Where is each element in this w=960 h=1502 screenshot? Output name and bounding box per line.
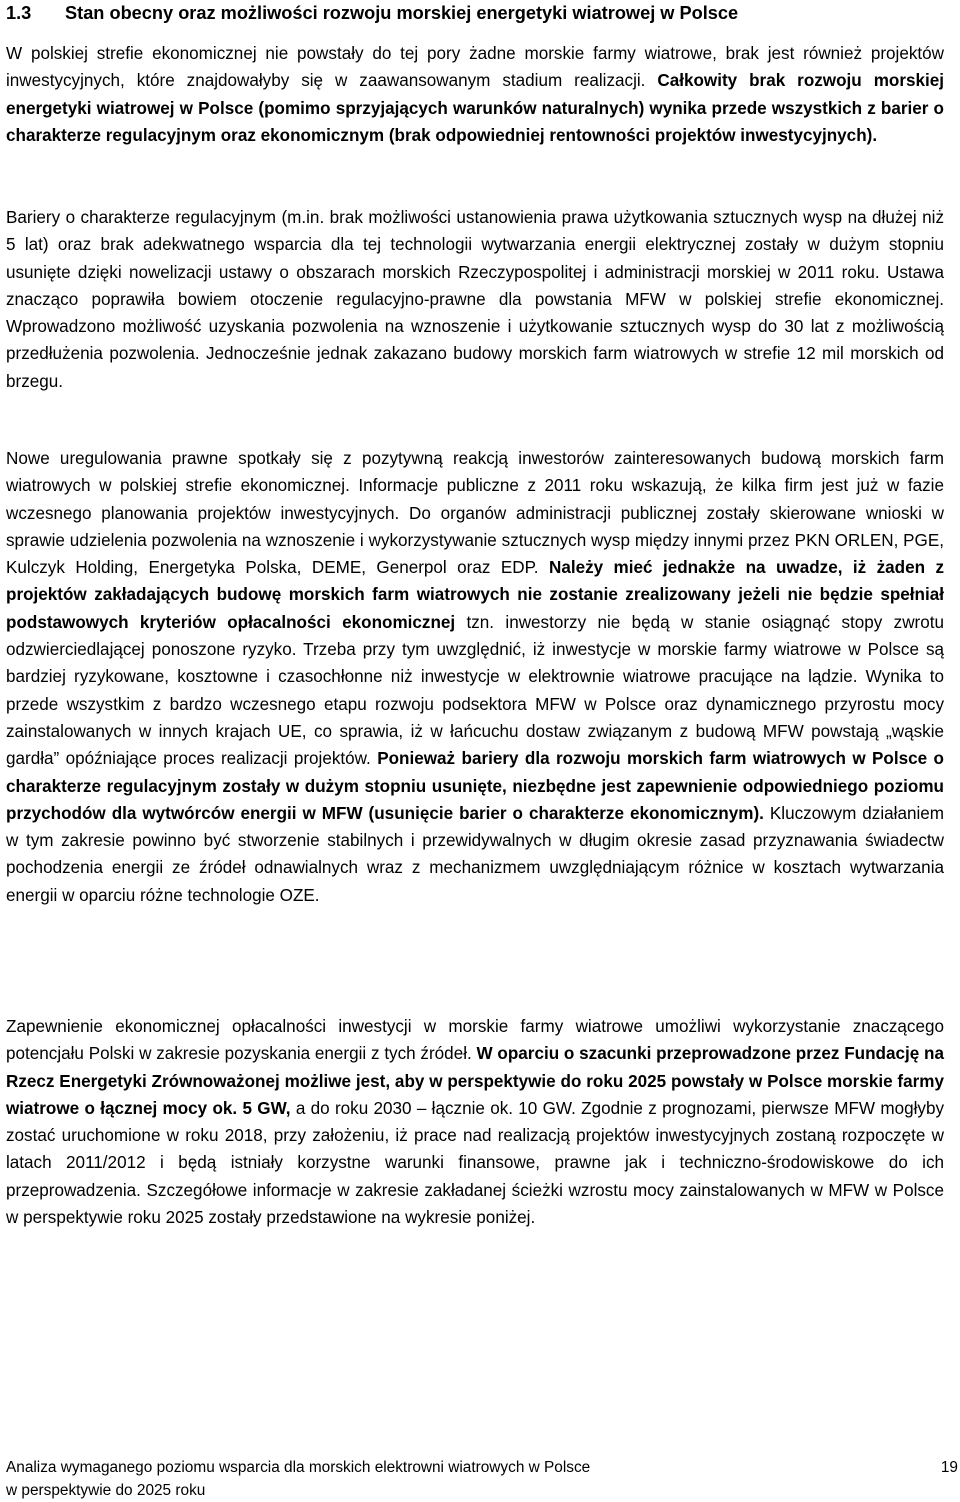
text-segment: a do roku 2030 – łącznie ok. 10 GW. Zgodnie z prognozami, pierwsze MFW mogłyby zostać uruchomione w roku 2018, przy założeniu, iż prace nad realizacją projektów inwestycyjnych zostaną rozpoczęte w latach 2011/2012 i będą istniały korzystne warunki finansowe, prawne jak i techniczno-środowiskowe do ich przeprowadzenia. Szczegółowe informacje w zakresie zakładanej ścieżki wzrostu mocy zainstalowanych w MFW w Polsce w perspektywie roku 2025 zostały przedstawione na wykresie poniżej.	[6, 1098, 944, 1228]
section-title: Stan obecny oraz możliwości rozwoju morskiej energetyki wiatrowej w Polsce	[65, 3, 739, 23]
footer-subtitle-line: w perspektywie do 2025 roku	[6, 1482, 206, 1499]
paragraph-current-state	[6, 40, 944, 149]
bold-text-segment: Ponieważ bariery dla rozwoju morskich farm wiatrowych w Polsce o charakterze regulacyjnym zostały w dużym stopniu usunięte, niezbędne jest zapewnienie odpowiedniego poziomu przychodów dla wytwórców energii w MFW (usunięcie barier o charakterze ekonomicznym).	[6, 749, 944, 823]
section-number: 1.3	[6, 3, 32, 23]
page-footer	[6, 1456, 958, 1502]
bold-text-segment: W oparciu o szacunki przeprowadzone przez Fundację na Rzecz Energetyki Zrównoważonej możliwe jest, aby w perspektywie do roku 2025 powstały w Polsce morskie farmy wiatrowe o łącznej mocy ok. 5 GW,	[6, 1044, 944, 1118]
paragraph-economic-viability	[6, 1013, 944, 1231]
footer-title-line: Analiza wymaganego poziomu wsparcia dla morskich elektrowni wiatrowych w Polsce	[6, 1459, 591, 1476]
text-segment: Kluczowym działaniem w tym zakresie powinno być stworzenie stabilnych i przewidywalnych w długim okresie zasad przyznawania świadectw pochodzenia energii ze źródeł odnawialnych wraz z mechanizmem uwzględniającym różnice w kosztach wytwarzania energii w oparciu różne technologie OZE.	[6, 803, 945, 905]
text-segment: W polskiej strefie ekonomicznej nie powstały do tej pory żadne morskie farmy wiatrowe, brak jest również projektów inwestycyjnych, które znajdowałyby się w zaawansowanym stadium realizacji.	[6, 44, 944, 91]
text-segment: Zapewnienie ekonomicznej opłacalności inwestycji w morskie farmy wiatrowe umożliwi wykorzystanie znaczącego potencjału Polski w zakresie pozyskania energii z tych źródeł.	[6, 1017, 944, 1064]
text-segment: Bariery o charakterze regulacyjnym (m.in. brak możliwości ustanowienia prawa użytkowania sztucznych wysp na dłużej niż 5 lat) oraz brak adekwatnego wsparcia dla tej technologii wytwarzania energii elektrycznej zostały w dużym stopniu usunięte dzięki nowelizacji ustawy o obszarach morskich Rzeczypospolitej i administracji morskiej w 2011 roku. Ustawa znacząco poprawiła bowiem otoczenie regulacyjno-prawne dla powstania MFW w polskiej strefie ekonomicznej. Wprowadzono możliwość uzyskania pozwolenia na wznoszenie i użytkowanie sztucznych wysp do 30 lat z możliwością przedłużenia pozwolenia. Jednocześnie jednak zakazano budowy morskich farm wiatrowych w strefie 12 mil morskich od brzegu.	[6, 208, 944, 391]
bold-text-segment: Całkowity brak rozwoju morskiej energetyki wiatrowej w Polsce (pomimo sprzyjających warunków naturalnych) wynika przede wszystkich z barier o charakterze regulacyjnym oraz ekonomicznym (brak odpowiedniej rentowności projektów inwestycyjnych).	[6, 71, 944, 145]
text-segment: Nowe uregulowania prawne spotkały się z pozytywną reakcją inwestorów zainteresowanych budową morskich farm wiatrowych w polskiej strefie ekonomicznej. Informacje publiczne z 2011 roku wskazują, że kilka firm jest już w fazie wczesnego planowania projektów inwestycyjnych. Do organów administracji publicznej zostały skierowane wnioski w sprawie udzielenia pozwolenia na wznoszenie i wykorzystywanie sztucznych wysp między innymi przez PKN ORLEN, PGE, Kulczyk Holding, Energetyka Polska, DEME, Generpol oraz EDP.	[6, 449, 944, 578]
section-heading	[6, 0, 944, 27]
paragraph-investor-reaction	[6, 445, 944, 909]
bold-text-segment: Należy mieć jednakże na uwadze, iż żaden z projektów zakładających budowę morskich farm wiatrowych nie zostanie zrealizowany jeżeli nie będzie spełniał podstawowych kryteriów opłacalności ekonomicznej	[6, 558, 945, 632]
page-number: 19	[940, 1459, 958, 1476]
text-segment: tzn. inwestorzy nie będą w stanie osiągnąć stopy zwrotu odzwierciedlającej ponoszone ryzyko. Trzeba przy tym uwzględnić, iż inwestycje w morskie farmy wiatrowe w Polsce są bardziej ryzykowane, kosztowne i czasochłonne niż inwestycje w elektrownie wiatrowe pracujące na lądzie. Wynika to przede wszystkim z bardzo wczesnego etapu rozwoju podsektora MFW w Polsce oraz dynamicznego przyrostu mocy zainstalowanych w innych krajach UE, co sprawia, iż w łańcuchu dostaw związanym z budową MFW powstają „wąskie gardła” opóźniające proces realizacji projektów.	[6, 612, 944, 769]
paragraph-regulatory-barriers	[6, 204, 944, 395]
